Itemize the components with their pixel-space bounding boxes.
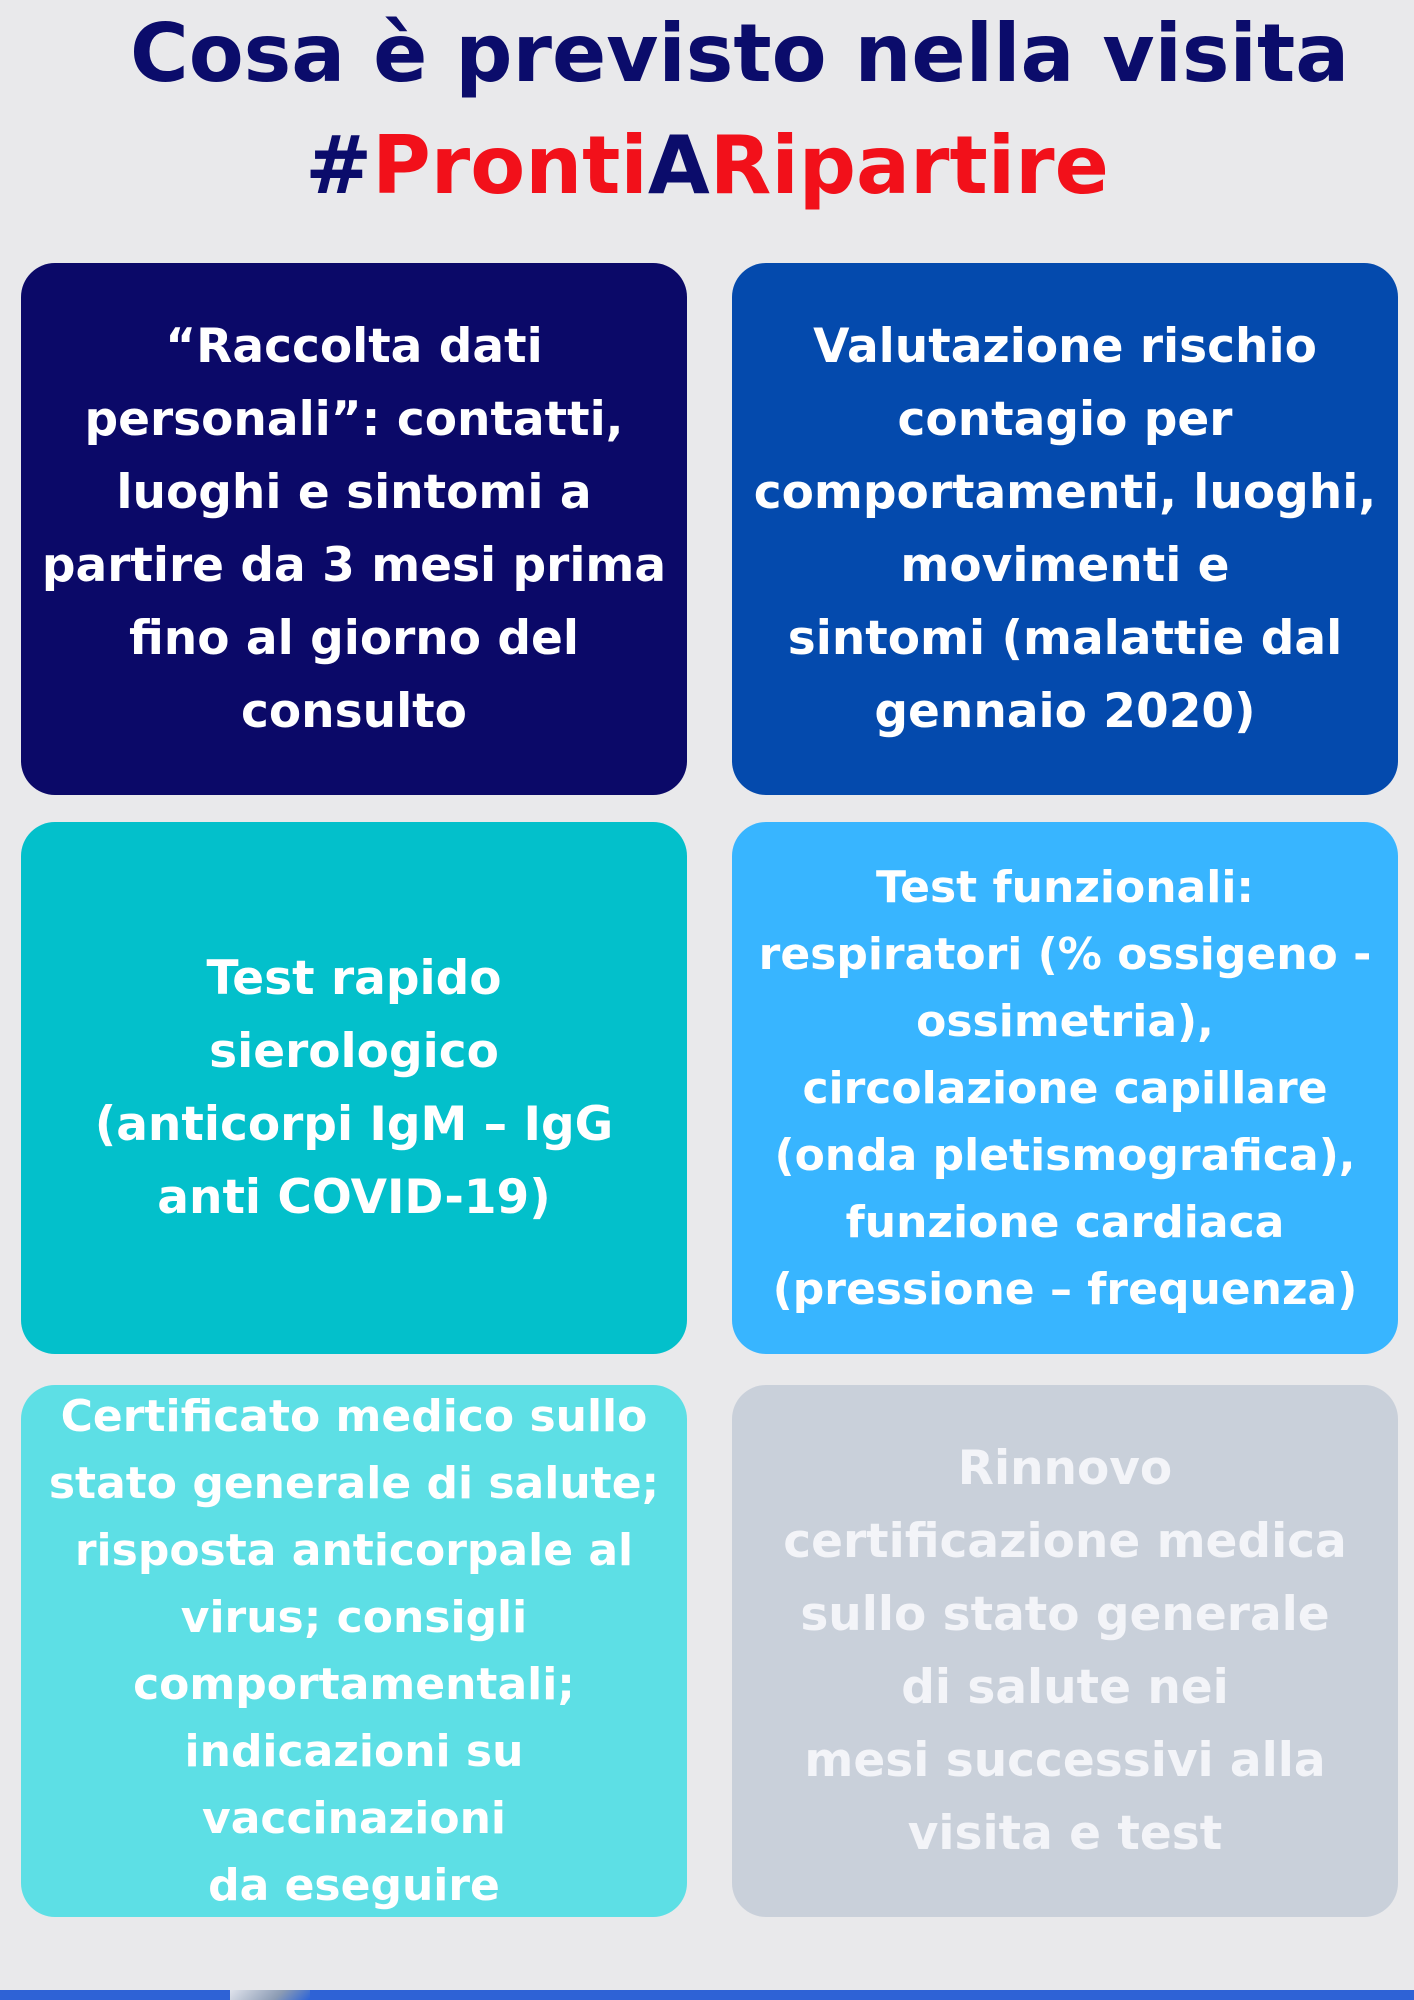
page-title: Cosa è previsto nella visita bbox=[130, 7, 1350, 100]
hashtag-title bbox=[0, 116, 1414, 216]
card-certificato-medico bbox=[21, 1385, 687, 1917]
hashtag-part-a: A bbox=[647, 119, 710, 212]
bottom-image-strip bbox=[0, 1990, 1414, 2000]
card-test-funzionali bbox=[732, 822, 1398, 1354]
card-text: Test funzionali: respiratori (% ossigeno - ossimetria), circolazione capillare (onda pletismografica), funzione cardiaca (pressione – frequenza) bbox=[758, 861, 1372, 1315]
card-text: Valutazione rischio contagio per comportamenti, luoghi, movimenti e sintomi (malattie dal gennaio 2020) bbox=[753, 319, 1377, 739]
card-rinnovo-certificazione bbox=[732, 1385, 1398, 1917]
hashtag-part-ripartire: Ripartire bbox=[709, 119, 1109, 212]
card-text: “Raccolta dati personali”: contatti, luoghi e sintomi a partire da 3 mesi prima fino al giorno del consulto bbox=[41, 319, 667, 739]
card-text: Certificato medico sullo stato generale di salute; risposta anticorpale al virus; consigli comportamentali; indicazioni su vaccinazioni da eseguire bbox=[48, 1391, 660, 1911]
bottom-image-fragment bbox=[230, 1990, 310, 2000]
hashtag-prefix: # bbox=[305, 119, 373, 212]
card-test-rapido bbox=[21, 822, 687, 1354]
card-raccolta-dati bbox=[21, 263, 687, 795]
card-text: Rinnovo certificazione medica sullo stato generale di salute nei mesi successivi alla visita e test bbox=[783, 1441, 1347, 1861]
card-valutazione-rischio bbox=[732, 263, 1398, 795]
hashtag-part-pronti: Pronti bbox=[372, 119, 648, 212]
header bbox=[0, 0, 1414, 240]
card-text: Test rapido sierologico (anticorpi IgM – IgG anti COVID-19) bbox=[94, 951, 614, 1225]
